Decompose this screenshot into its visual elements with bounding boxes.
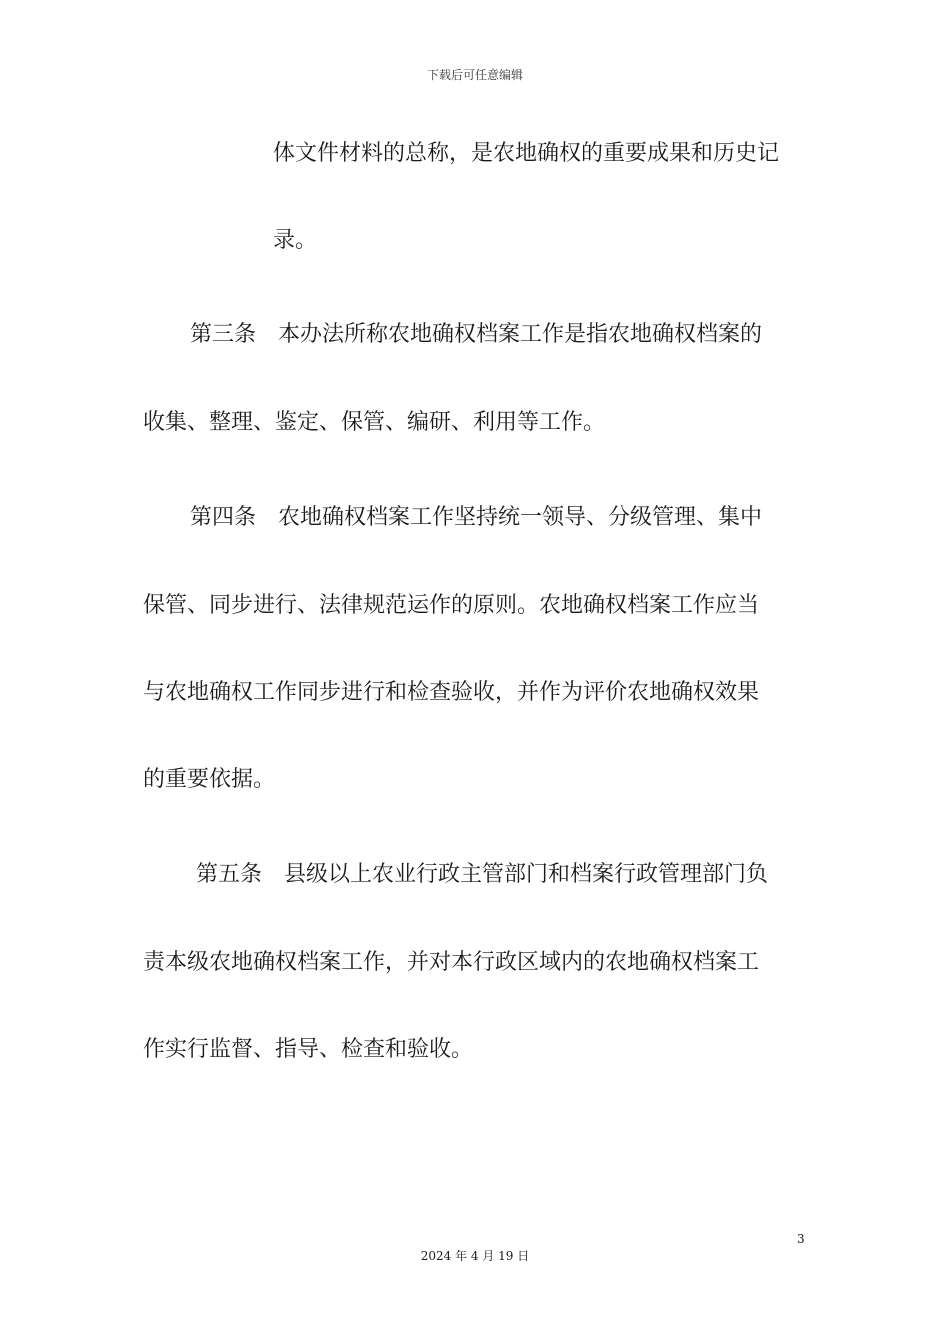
page-number: 3 (797, 1232, 805, 1246)
body-line: 责本级农地确权档案工作，并对本行政区域内的农地确权档案工 (143, 950, 760, 975)
footer-date: 2024 年 4 月 19 日 (420, 1249, 530, 1263)
body-line: 录。 (273, 228, 318, 253)
body-line: 体文件材料的总称，是农地确权的重要成果和历史记 (273, 141, 780, 166)
body-line: 与农地确权工作同步进行和检查验收，并作为评价农地确权效果 (143, 680, 760, 705)
article-3-heading-line: 第三条 本办法所称农地确权档案工作是指农地确权档案的 (190, 322, 763, 347)
body-line: 收集、整理、鉴定、保管、编研、利用等工作。 (143, 410, 606, 435)
body-line: 保管、同步进行、法律规范运作的原则。农地确权档案工作应当 (143, 593, 760, 618)
body-line: 的重要依据。 (143, 767, 276, 792)
page-header: 下载后可任意编辑 (426, 68, 523, 82)
body-line: 作实行监督、指导、检查和验收。 (143, 1037, 474, 1062)
article-4-heading-line: 第四条 农地确权档案工作坚持统一领导、分级管理、集中 (190, 505, 763, 530)
article-5-heading-line: 第五条 县级以上农业行政主管部门和档案行政管理部门负 (196, 862, 769, 887)
